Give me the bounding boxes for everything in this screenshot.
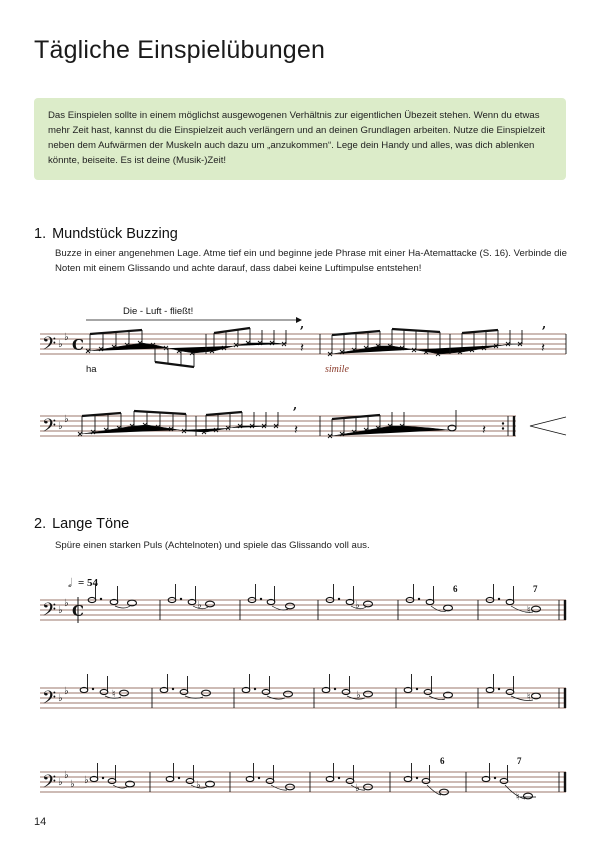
quarter-rest: 𝄽 xyxy=(294,423,298,438)
flat-accidental: ♭ xyxy=(84,775,89,786)
key-signature: ♭ xyxy=(70,779,75,790)
page-number: 14 xyxy=(34,816,47,828)
natural-accidental: ♮ xyxy=(527,692,531,703)
fingering-number: 7 xyxy=(533,584,538,594)
flat-accidental: ♭ xyxy=(356,690,361,701)
key-signature: ♭ xyxy=(58,421,63,432)
tempo-marking: = 54 xyxy=(78,577,99,589)
flat-accidental: ♭ xyxy=(197,600,202,611)
fingering-number: 6 xyxy=(440,756,445,766)
page-title: Tägliche Einspielübungen xyxy=(34,36,326,64)
long-tone-notes-row1 xyxy=(88,597,540,611)
staff-ex2-row1 xyxy=(40,600,566,620)
tempo-note: 𝅗𝅥 xyxy=(68,576,72,590)
slurs-row3 xyxy=(115,606,533,612)
quarter-rest: 𝄽 xyxy=(300,341,304,356)
lyric-line: Die - Luft - fließt! xyxy=(123,306,194,317)
fingering-number: 6 xyxy=(453,584,458,594)
exercise1-number: 1. xyxy=(34,226,47,242)
natural-accidental: ♮ xyxy=(527,605,531,616)
simile-marking: simile xyxy=(325,364,349,375)
bass-clef: 𝄢 xyxy=(42,600,57,625)
intro-text: Das Einspielen sollte in einem möglichst ausgewogenen Verhältnis zur eigentlichen Übezeit stehen. Wenn du etwas mehr Zeit hast, kannst du die Einspielzeit auch verlängern und an deinen Grundlagen arbeiten. Nutze die Einspielzeit neben dem Aufwärmen der Muskeln auch dazu um „anzukommen“. Lege dein Handy und alles, was dich ablenken könnte, beiseite. Es ist deine (Musik-)Zeit! xyxy=(48,110,546,166)
repeat-dot xyxy=(502,422,504,424)
exercise1-title: Mundstück Buzzing xyxy=(52,226,178,242)
time-signature: C xyxy=(72,336,84,354)
quarter-rest: 𝄽 xyxy=(541,341,545,356)
exercise2-description: Spüre einen starken Puls (Achtelnoten) und spiele das Glissando voll aus. xyxy=(55,540,370,551)
bass-clef: 𝄢 xyxy=(42,688,57,713)
key-signature: ♭ xyxy=(58,605,63,616)
natural-accidental: ♮ xyxy=(112,689,116,700)
key-signature: ♭ xyxy=(64,414,69,425)
flat-accidental: ♭ xyxy=(196,780,201,791)
flat-accidental: ♭ xyxy=(355,600,360,611)
key-signature: ♭ xyxy=(58,777,63,788)
key-signature: ♭ xyxy=(64,770,69,781)
key-signature: ♭ xyxy=(58,339,63,350)
ha-syllable: ha xyxy=(86,364,97,375)
bass-clef: 𝄢 xyxy=(42,772,57,797)
stems-row3 xyxy=(96,584,514,602)
quarter-rest: 𝄽 xyxy=(482,423,486,438)
fingering-number: 7 xyxy=(517,756,522,766)
bass-clef: 𝄢 xyxy=(42,416,57,441)
bass-clef: 𝄢 xyxy=(42,334,57,359)
key-signature: ♭ xyxy=(58,693,63,704)
repeat-dot xyxy=(502,427,504,429)
key-signature: ♭ xyxy=(64,598,69,609)
exercise2-title: Lange Töne xyxy=(52,516,130,532)
key-signature: ♭ xyxy=(64,686,69,697)
breath-mark: , xyxy=(293,398,298,412)
exercise1-description: Buzze in einer angenehmen Lage. Atme tief ein und beginne jede Phrase mit einer Ha-Atemattacke (S. 16). Verbinde die Noten mit einem Glissando und achte darauf, dass dabei keine Luftimpulse entstehen! xyxy=(55,248,567,274)
natural-accidental: ♮ xyxy=(516,792,520,803)
stems-row4 xyxy=(88,674,514,692)
exercise2-number: 2. xyxy=(34,516,47,532)
key-signature: ♭ xyxy=(64,332,69,343)
breath-mark: , xyxy=(300,317,305,331)
breath-mark: , xyxy=(542,317,547,331)
flat-accidental: ♭ xyxy=(355,783,360,794)
cut-time-signature: C xyxy=(72,602,84,620)
decrescendo-hairpin xyxy=(530,417,566,435)
